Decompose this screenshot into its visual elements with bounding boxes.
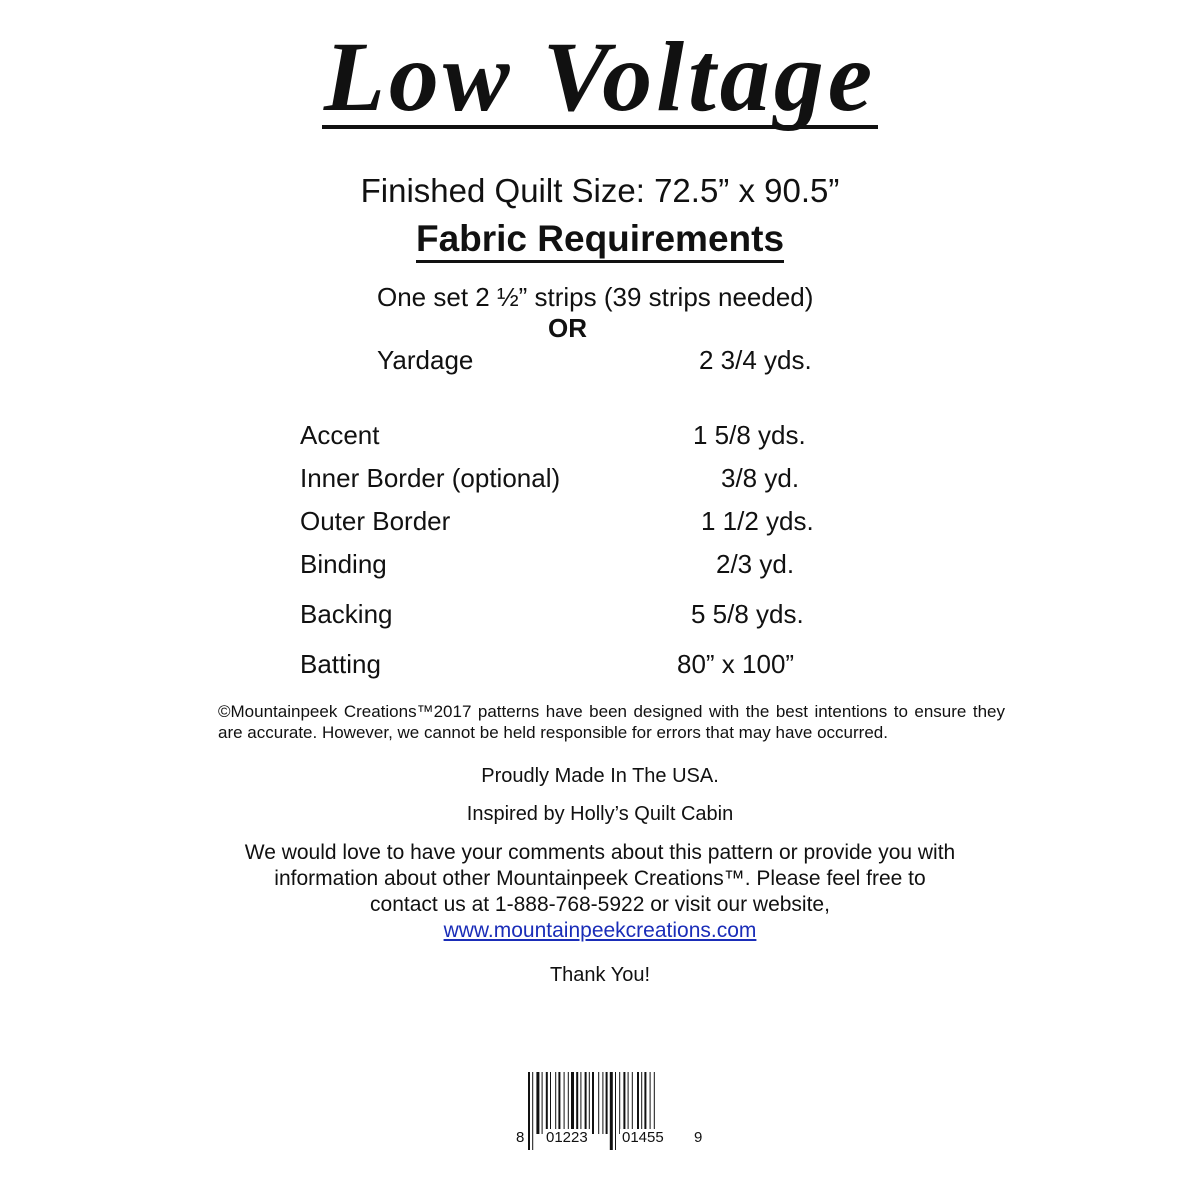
barcode-digit-last: 9 [694, 1129, 703, 1146]
requirement-value-accent: 1 5/8 yds. [693, 420, 806, 450]
requirement-value-binding: 2/3 yd. [716, 549, 795, 579]
contact-line-3: contact us at 1-888-768-5922 or visit our website, [370, 893, 830, 916]
made-in-usa: Proudly Made In The USA. [481, 765, 719, 787]
yardage-label: Yardage [377, 345, 474, 375]
pattern-title: Low Voltage [323, 21, 877, 132]
barcode-digits-right: 01455 [622, 1129, 664, 1146]
contact-line-2: information about other Mountainpeek Creations™. Please feel free to [274, 867, 926, 890]
inspired-by: Inspired by Holly’s Quilt Cabin [466, 803, 734, 825]
contact-line-1: We would love to have your comments about this pattern or provide you with [244, 841, 956, 864]
requirement-value-batting: 80” x 100” [677, 649, 795, 679]
contact-paragraph [0, 840, 1200, 944]
requirement-label-outer-border: Outer Border [300, 506, 451, 536]
thank-you: Thank You! [549, 964, 651, 986]
barcode-digit-first: 8 [516, 1129, 525, 1146]
or-separator: OR [548, 313, 587, 343]
requirement-label-batting: Batting [300, 649, 381, 679]
copyright-disclaimer: ©Mountainpeek Creations™2017 patterns have been designed with the best intentions to ensure they are accurate. However, we cannot be held responsible for errors that may have occurred. [218, 702, 1005, 742]
requirement-label-binding: Binding [300, 549, 387, 579]
requirement-label-inner-border: Inner Border (optional) [300, 463, 561, 493]
strips-line: One set 2 ½” strips (39 strips needed) [377, 282, 814, 312]
requirement-label-accent: Accent [300, 420, 380, 450]
requirement-label-backing: Backing [300, 599, 393, 629]
finished-quilt-size: Finished Quilt Size: 72.5” x 90.5” [360, 172, 840, 209]
fabric-requirements-heading: Fabric Requirements [0, 218, 1200, 263]
website-link[interactable]: www.mountainpeekcreations.com [443, 919, 757, 942]
yardage-value: 2 3/4 yds. [699, 345, 812, 375]
requirement-value-outer-border: 1 1/2 yds. [701, 506, 814, 536]
requirement-value-inner-border: 3/8 yd. [721, 463, 800, 493]
requirement-value-backing: 5 5/8 yds. [691, 599, 804, 629]
barcode-digits-left: 01223 [546, 1129, 588, 1146]
